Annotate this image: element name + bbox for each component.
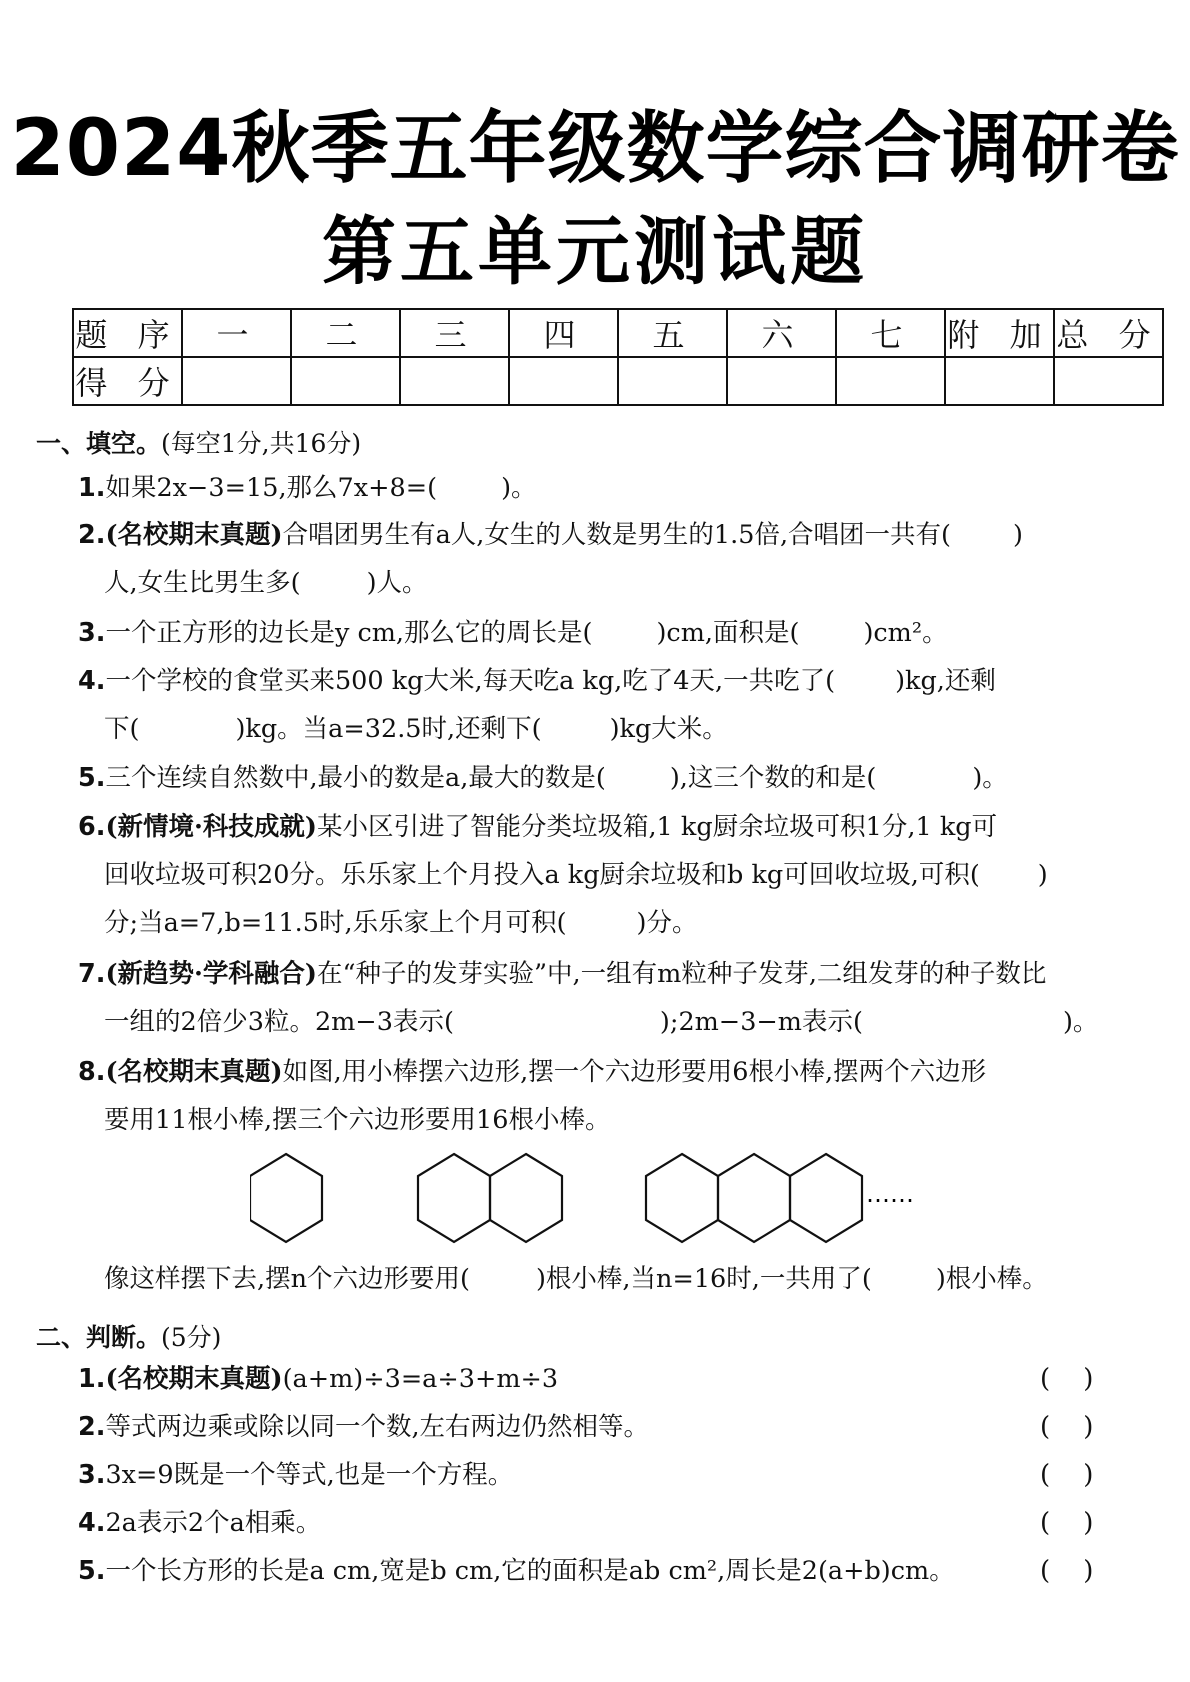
question-number: 5. [78, 763, 106, 793]
question-text: 合唱团男生有a人,女生的人数是男生的1.5倍,合唱团一共有( [282, 520, 951, 550]
answer-parenthesis[interactable]: ( ) [1040, 1460, 1094, 1490]
question-tag: (新情境·科技成就) [105, 812, 317, 842]
section-2-title: 二、判断。 [36, 1323, 162, 1352]
question-text-end: )。 [501, 473, 537, 503]
question-1-2-line-2 [104, 560, 428, 607]
question-text: 如图,用小棒摆六边形,摆一个六边形要用6根小棒,摆两个六边形 [282, 1057, 987, 1087]
question-text: )根小棒,当n=16时,一共用了( [535, 1264, 872, 1294]
score-input-cell[interactable] [1054, 357, 1163, 405]
score-input-cell[interactable] [509, 357, 618, 405]
question-text-end: )。 [972, 763, 1008, 793]
score-header-cell: 六 [727, 309, 836, 357]
question-text: 要用11根小棒,摆三个六边形要用16根小棒。 [104, 1105, 611, 1135]
question-text: 一组的2倍少3粒。2m−3表示( [104, 1007, 454, 1037]
question-number: 2. [78, 1412, 106, 1442]
score-row-label: 得 分 [73, 357, 182, 405]
question-text: 某小区引进了智能分类垃圾箱,1 kg厨余垃圾可积1分,1 kg可 [316, 812, 998, 842]
hexagon-1-of-1 [250, 1154, 322, 1242]
question-1-7-line-2 [104, 999, 1098, 1046]
continuation-dots: …… [866, 1180, 914, 1208]
judgment-item [78, 1548, 1128, 1595]
question-text-end: )kg大米。 [609, 714, 728, 744]
question-1-7 [78, 951, 1128, 998]
question-text-end: )cm²。 [863, 618, 948, 648]
question-number: 8. [78, 1057, 106, 1087]
question-text: 如果2x−3=15,那么7x+8=( [105, 473, 438, 503]
question-text: );2m−3−m表示( [659, 1007, 863, 1037]
question-text: 回收垃圾可积20分。乐乐家上个月投入a kg厨余垃圾和b kg可回收垃圾,可积( [104, 860, 980, 890]
score-header-cell: 一 [182, 309, 291, 357]
score-header-cell: 四 [509, 309, 618, 357]
question-text: 人,女生比男生多( [104, 568, 301, 598]
hexagon-figure [250, 1152, 930, 1248]
question-text: ),这三个数的和是( [669, 763, 877, 793]
answer-parenthesis[interactable]: ( ) [1040, 1508, 1094, 1538]
hexagon-2-of-3 [718, 1154, 790, 1242]
question-1-4 [78, 658, 1128, 705]
hexagon-triple [646, 1154, 862, 1242]
question-text: 一个正方形的边长是y cm,那么它的周长是( [105, 618, 593, 648]
question-number: 3. [78, 1460, 106, 1490]
question-number: 3. [78, 618, 106, 648]
question-1-8 [78, 1049, 1128, 1096]
question-number: 1. [78, 473, 106, 503]
question-text: )cm,面积是( [656, 618, 800, 648]
question-1-6-line-3 [104, 900, 697, 947]
question-text-end: )分。 [636, 908, 698, 938]
score-header-cell: 三 [400, 309, 509, 357]
question-number: 4. [78, 1508, 106, 1538]
question-text: 一个学校的食堂买来500 kg大米,每天吃a kg,吃了4天,一共吃了( [105, 666, 836, 696]
question-text-end: )根小棒。 [935, 1264, 1048, 1294]
hexagon-pair [418, 1154, 562, 1242]
hexagon-2-of-2 [490, 1154, 562, 1242]
question-text: 3x=9既是一个等式,也是一个方程。 [105, 1460, 514, 1490]
score-header-cell: 总 分 [1054, 309, 1163, 357]
answer-parenthesis[interactable]: ( ) [1040, 1364, 1094, 1394]
question-number: 7. [78, 959, 106, 989]
score-header-cell: 二 [291, 309, 400, 357]
score-input-cell[interactable] [727, 357, 836, 405]
question-number: 4. [78, 666, 106, 696]
score-header-cell: 七 [836, 309, 945, 357]
page-subtitle: 第五单元测试题 [322, 209, 868, 295]
score-input-cell[interactable] [291, 357, 400, 405]
question-text: 2a表示2个a相乘。 [105, 1508, 322, 1538]
question-text: 等式两边乘或除以同一个数,左右两边仍然相等。 [105, 1412, 650, 1442]
question-text-end: )人。 [366, 568, 428, 598]
score-header-cell: 附 加 [945, 309, 1054, 357]
score-input-cell[interactable] [836, 357, 945, 405]
judgment-item [78, 1500, 1128, 1547]
score-table [72, 308, 1164, 406]
question-text: )kg,还剩 [895, 666, 996, 696]
question-tag: (名校期末真题) [105, 1057, 283, 1087]
question-1-6 [78, 804, 1128, 851]
question-1-3 [78, 610, 1128, 657]
question-text: 分;当a=7,b=11.5时,乐乐家上个月可积( [104, 908, 567, 938]
judgment-item [78, 1452, 1128, 1499]
section-1-heading [36, 424, 361, 460]
score-input-cell[interactable] [182, 357, 291, 405]
question-1-4-line-2 [104, 706, 728, 753]
question-text-end: ) [1037, 860, 1048, 890]
hexagon-1-of-2 [418, 1154, 490, 1242]
judgment-item [78, 1356, 1128, 1403]
question-1-8-line-3 [104, 1256, 1048, 1303]
question-text: (a+m)÷3=a÷3+m÷3 [282, 1364, 559, 1394]
hexagon-3-of-3 [790, 1154, 862, 1242]
score-header-cell: 五 [618, 309, 727, 357]
section-2-heading [36, 1318, 221, 1354]
page-title: 2024秋季五年级数学综合调研卷 [10, 104, 1180, 194]
judgment-item [78, 1404, 1128, 1451]
score-table-header-row [73, 309, 1163, 357]
question-tag: (名校期末真题) [105, 520, 283, 550]
question-number: 6. [78, 812, 106, 842]
score-input-cell[interactable] [945, 357, 1054, 405]
question-1-2 [78, 512, 1128, 559]
question-1-1 [78, 465, 1128, 512]
question-number: 5. [78, 1556, 106, 1586]
answer-parenthesis[interactable]: ( ) [1040, 1412, 1094, 1442]
section-1-title: 一、填空。 [36, 429, 162, 458]
question-text-end: )。 [1062, 1007, 1099, 1037]
question-text: 三个连续自然数中,最小的数是a,最大的数是( [105, 763, 606, 793]
score-input-cell[interactable] [618, 357, 727, 405]
section-1-note: (每空1分,共16分) [161, 429, 362, 458]
question-tag: (新趋势·学科融合) [105, 959, 317, 989]
question-text: )kg。当a=32.5时,还剩下( [235, 714, 542, 744]
answer-parenthesis[interactable]: ( ) [1040, 1556, 1094, 1586]
section-2-note: (5分) [161, 1323, 222, 1352]
score-input-cell[interactable] [400, 357, 509, 405]
question-number: 2. [78, 520, 106, 550]
question-text: 在“种子的发芽实验”中,一组有m粒种子发芽,二组发芽的种子数比 [316, 959, 1047, 989]
question-text: 一个长方形的长是a cm,宽是b cm,它的面积是ab cm²,周长是2(a+b)cm。 [105, 1556, 955, 1586]
question-1-5 [78, 755, 1128, 802]
question-1-6-line-2 [104, 852, 1048, 899]
question-text-end: ) [1013, 520, 1023, 550]
score-header-cell: 题 序 [73, 309, 182, 357]
question-number: 1. [78, 1364, 106, 1394]
question-text: 像这样摆下去,摆n个六边形要用( [104, 1264, 470, 1294]
hexagon-1-of-3 [646, 1154, 718, 1242]
question-text: 下( [104, 714, 140, 744]
score-table-score-row [73, 357, 1163, 405]
question-tag: (名校期末真题) [105, 1364, 283, 1394]
question-1-8-line-2 [104, 1097, 611, 1144]
